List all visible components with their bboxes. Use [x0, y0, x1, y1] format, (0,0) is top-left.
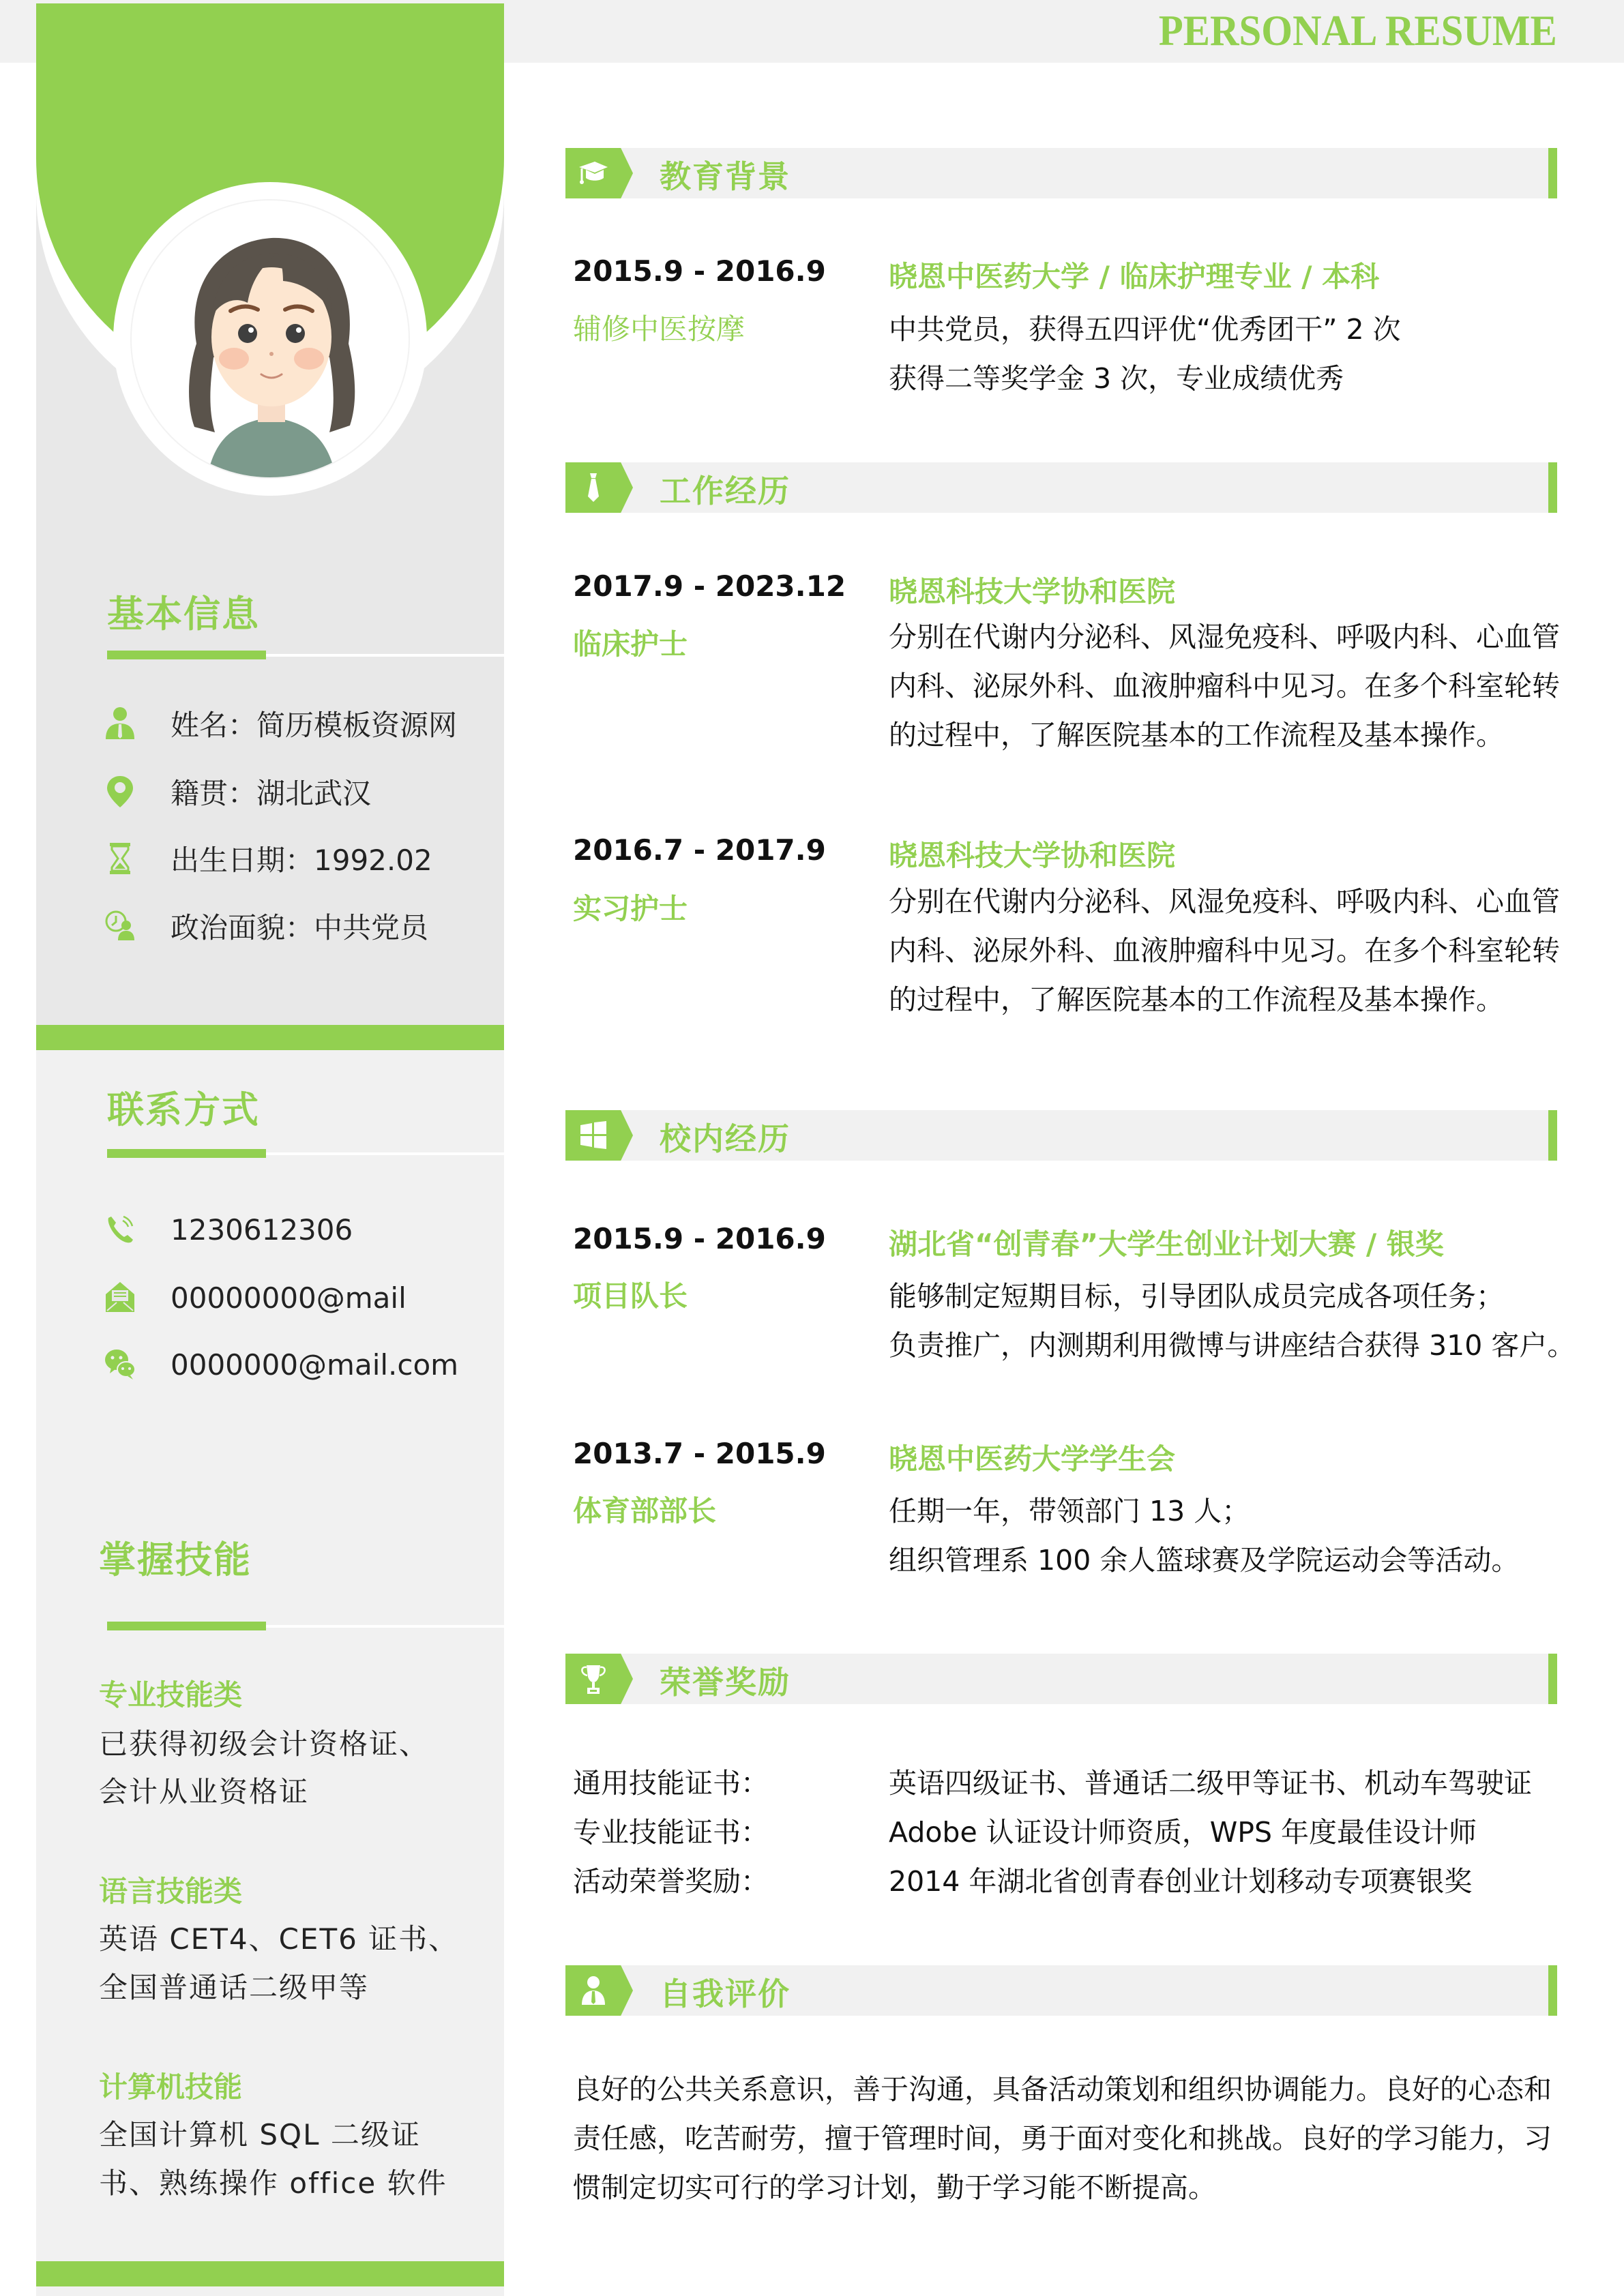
entry-desc: 分别在代谢内分泌科、风湿免疫科、呼吸内科、心血管内科、泌尿外科、血液肿瘤科中见习。在多个科室轮转的过程中，了解医院基本的工作流程及基本操作。	[889, 621, 1560, 751]
basic-info-underline	[107, 651, 266, 659]
avatar-illustration-icon	[132, 200, 410, 479]
section-bar-campus	[565, 1110, 1557, 1161]
info-name	[104, 703, 458, 744]
avatar	[130, 199, 410, 479]
info-name-text: 姓名：简历模板资源网	[171, 709, 458, 742]
entry-desc-line: 获得二等奖学金 3 次，专业成绩优秀	[889, 362, 1344, 395]
basic-info-divider	[266, 654, 504, 657]
wechat-icon	[104, 1347, 136, 1382]
section-tab	[565, 148, 633, 198]
contact-wechat	[104, 1344, 459, 1385]
info-hometown-text: 籍贯：湖北武汉	[171, 777, 372, 810]
contact-underline	[107, 1149, 266, 1158]
self-evaluation-text: 良好的公共关系意识，善于沟通，具备活动策划和组织协调能力。良好的心态和责任感，吃苦耐劳，擅于管理时间，勇于面对变化和挑战。良好的学习能力，习惯制定切实可行的学习计划，勤于学习能不断提高。	[573, 2073, 1552, 2204]
skill-line: 全国普通话二级甲等	[99, 1971, 370, 2004]
entry-date: 2015.9 - 2016.9	[573, 254, 826, 288]
skills-divider	[266, 1625, 504, 1628]
section-bar-end	[1548, 1965, 1557, 2016]
windows-grid-icon	[578, 1120, 609, 1151]
contact-mail	[104, 1277, 407, 1318]
graduation-cap-icon	[578, 158, 609, 189]
section-bar-end	[1548, 1110, 1557, 1161]
basic-info-heading: 基本信息	[107, 593, 260, 636]
info-birthdate	[104, 838, 432, 879]
politics-person-clock-icon	[104, 909, 136, 943]
entry-desc-line: 组织管理系 100 余人篮球赛及学院运动会等活动。	[889, 1544, 1520, 1577]
skill-line: 书、熟练操作 office 软件	[99, 2166, 447, 2200]
section-title: 校内经历	[660, 1120, 791, 1157]
info-hometown	[104, 771, 372, 812]
entry-date: 2016.7 - 2017.9	[573, 833, 826, 867]
contact-wechat-text[interactable]: 0000000@mail.com	[171, 1347, 459, 1382]
tie-icon	[578, 472, 609, 503]
info-birthdate-text: 出生日期：1992.02	[171, 844, 432, 877]
section-tab	[565, 1654, 633, 1704]
person-tie-icon	[578, 1975, 609, 2006]
section-bar-end	[1548, 148, 1557, 198]
trophy-icon	[578, 1663, 609, 1695]
section-bar-education	[565, 148, 1557, 198]
section-bar-honors	[565, 1654, 1557, 1704]
info-political-text: 政治面貌：中共党员	[171, 911, 429, 944]
honor-value: Adobe 认证设计师资质，WPS 年度最佳设计师	[889, 1816, 1477, 1849]
section-title: 荣誉奖励	[660, 1664, 791, 1701]
entry-org: 晓恩中医药大学 / 临床护理专业 / 本科	[889, 260, 1380, 293]
person-icon	[104, 706, 136, 741]
location-pin-icon	[104, 775, 136, 809]
honor-value: 2014 年湖北省创青春创业计划移动专项赛银奖	[889, 1865, 1473, 1898]
entry-role: 实习护士	[573, 892, 688, 925]
entry-role: 体育部部长	[573, 1494, 717, 1527]
skills-heading: 掌握技能	[99, 1538, 252, 1581]
entry-org: 晓恩中医药大学学生会	[889, 1442, 1176, 1476]
section-bar-end	[1548, 462, 1557, 513]
honor-label: 专业技能证书：	[573, 1816, 769, 1849]
section-bar-self-eval	[565, 1965, 1557, 2016]
entry-desc: 分别在代谢内分泌科、风湿免疫科、呼吸内科、心血管内科、泌尿外科、血液肿瘤科中见习。在多个科室轮转的过程中，了解医院基本的工作流程及基本操作。	[889, 885, 1560, 1016]
honor-label: 通用技能证书：	[573, 1767, 769, 1800]
contact-heading: 联系方式	[107, 1088, 260, 1131]
entry-desc-line: 中共党员，获得五四评优“优秀团干” 2 次	[889, 313, 1401, 346]
entry-org: 晓恩科技大学协和医院	[889, 839, 1176, 872]
honor-value: 英语四级证书、普通话二级甲等证书、机动车驾驶证	[889, 1767, 1532, 1800]
skill-category-title: 计算机技能	[99, 2070, 243, 2104]
entry-desc-line: 能够制定短期目标，引导团队成员完成各项任务；	[889, 1280, 1504, 1313]
page-title: PERSONAL RESUME	[1159, 6, 1557, 55]
section-bar-end	[1548, 1654, 1557, 1704]
sidebar	[36, 3, 504, 2296]
info-political	[104, 906, 429, 946]
entry-org: 湖北省“创青春”大学生创业计划大赛 / 银奖	[889, 1227, 1444, 1261]
phone-icon	[104, 1212, 136, 1247]
section-title: 工作经历	[660, 473, 791, 509]
entry-role: 临床护士	[573, 627, 688, 661]
section-tab	[565, 1110, 633, 1161]
sidebar-divider-band	[36, 1025, 504, 1050]
entry-date: 2015.9 - 2016.9	[573, 1222, 826, 1255]
skill-line: 会计从业资格证	[99, 1775, 310, 1808]
honor-label: 活动荣誉奖励：	[573, 1865, 769, 1898]
hourglass-icon	[104, 841, 136, 876]
section-tab	[565, 462, 633, 513]
mail-icon	[104, 1281, 136, 1315]
entry-role: 辅修中医按摩	[573, 312, 745, 346]
entry-date: 2013.7 - 2015.9	[573, 1437, 826, 1470]
section-tab	[565, 1965, 633, 2016]
skill-line: 英语 CET4、CET6 证书、	[99, 1922, 459, 1956]
contact-mail-text[interactable]: 00000000@mail	[171, 1281, 407, 1315]
skills-underline	[107, 1622, 266, 1630]
sidebar-bottom-band	[36, 2261, 504, 2286]
skill-line: 全国计算机 SQL 二级证	[99, 2118, 421, 2151]
skill-line: 已获得初级会计资格证、	[99, 1727, 430, 1761]
entry-org: 晓恩科技大学协和医院	[889, 575, 1176, 608]
skill-category-title: 专业技能类	[99, 1678, 243, 1712]
contact-phone	[104, 1209, 353, 1250]
contact-divider	[266, 1152, 504, 1155]
section-title: 自我评价	[660, 1976, 791, 2012]
section-bar-work	[565, 462, 1557, 513]
entry-role: 项目队长	[573, 1279, 688, 1313]
contact-phone-text[interactable]: 1230612306	[171, 1212, 353, 1247]
skill-category-title: 语言技能类	[99, 1875, 243, 1908]
entry-desc-line: 负责推广，内测期利用微博与讲座结合获得 310 客户。	[889, 1329, 1576, 1362]
entry-desc-line: 任期一年，带领部门 13 人；	[889, 1495, 1250, 1527]
section-title: 教育背景	[660, 158, 791, 195]
entry-date: 2017.9 - 2023.12	[573, 569, 846, 603]
